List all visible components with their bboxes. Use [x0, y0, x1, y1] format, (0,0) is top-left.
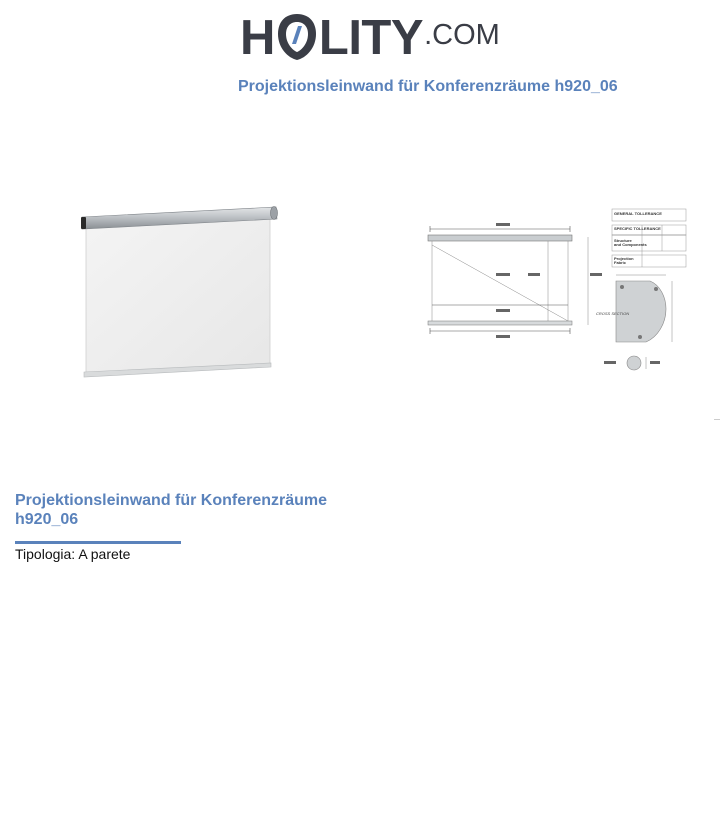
spec-value: A parete: [78, 546, 131, 562]
logo-o-shield-icon: [276, 12, 318, 62]
title-underline: [15, 541, 181, 544]
spec-separator: :: [71, 546, 79, 562]
logo-text-end: LITY: [318, 11, 424, 65]
technical-drawing-image[interactable]: [420, 205, 690, 380]
holity-logo[interactable]: [240, 10, 500, 66]
scroll-hint-mark: [714, 408, 720, 411]
product-title: Projektionsleinwand für Konferenzräume h920_06: [15, 492, 328, 528]
svg-text:CROSS SECTION: CROSS SECTION: [596, 311, 630, 316]
svg-text:and Components: and Components: [614, 242, 647, 247]
logo-suffix: .COM: [424, 19, 500, 51]
svg-text:SPECIFIC TOLLERANCE: SPECIFIC TOLLERANCE: [614, 226, 661, 231]
page-title: Projektionsleinwand für Konferenzräume h920_06: [238, 78, 618, 95]
svg-text:Fabric: Fabric: [614, 260, 627, 265]
logo-text-start: H: [240, 11, 275, 65]
svg-text:Structure: Structure: [614, 238, 632, 243]
svg-text:Projection: Projection: [614, 256, 634, 261]
spec-label: Tipologia: [15, 546, 72, 562]
product-image[interactable]: [78, 200, 283, 385]
svg-text:GENERAL TOLLERANCE: GENERAL TOLLERANCE: [614, 211, 662, 216]
spec-row: [15, 546, 130, 562]
